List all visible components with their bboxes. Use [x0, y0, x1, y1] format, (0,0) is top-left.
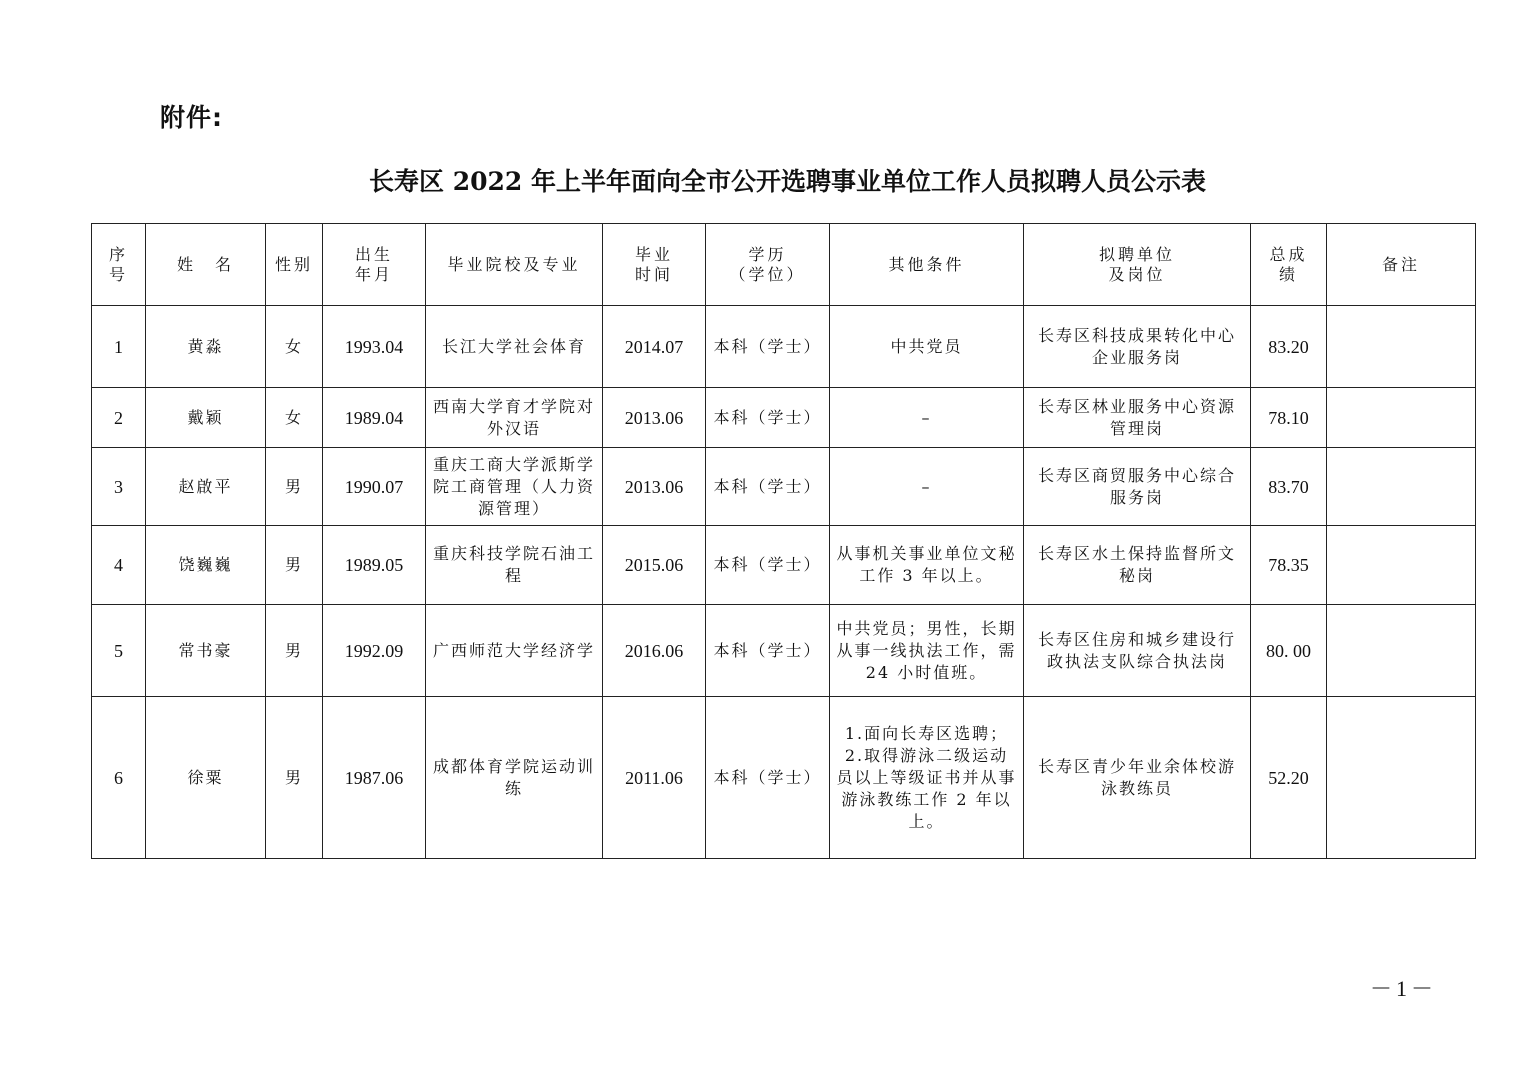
cell-score: 83.20 — [1251, 306, 1327, 388]
page-title: 长寿区 2022 年上半年面向全市公开选聘事业单位工作人员拟聘人员公示表 — [369, 167, 1206, 196]
cell-remark — [1327, 306, 1476, 388]
cell-score: 78.35 — [1251, 526, 1327, 605]
cell-remark — [1327, 605, 1476, 697]
cell-grad-time: 2011.06 — [603, 697, 706, 859]
header-index: 序 号 — [92, 224, 146, 306]
header-degree: 学历 （学位） — [706, 224, 830, 306]
cell-degree: 本科（学士） — [706, 306, 830, 388]
cell-birth: 1993.04 — [323, 306, 426, 388]
cell-gender: 男 — [266, 697, 323, 859]
header-grad-time: 毕业 时间 — [603, 224, 706, 306]
cell-score: 80. 00 — [1251, 605, 1327, 697]
cell-school: 重庆工商大学派斯学院工商管理（人力资源管理） — [426, 448, 603, 526]
cell-position: 长寿区林业服务中心资源管理岗 — [1024, 388, 1251, 448]
cell-name: 饶巍巍 — [146, 526, 266, 605]
table-header-row — [92, 224, 1476, 306]
table-row — [92, 526, 1476, 605]
cell-school: 广西师范大学经济学 — [426, 605, 603, 697]
candidate-table — [91, 223, 1476, 859]
cell-gender: 男 — [266, 526, 323, 605]
cell-grad-time: 2013.06 — [603, 388, 706, 448]
header-position: 拟聘单位 及岗位 — [1024, 224, 1251, 306]
cell-score: 78.10 — [1251, 388, 1327, 448]
table-row — [92, 306, 1476, 388]
cell-name: 赵啟平 — [146, 448, 266, 526]
cell-conditions: – — [830, 448, 1024, 526]
cell-position: 长寿区科技成果转化中心企业服务岗 — [1024, 306, 1251, 388]
cell-birth: 1987.06 — [323, 697, 426, 859]
cell-position: 长寿区住房和城乡建设行政执法支队综合执法岗 — [1024, 605, 1251, 697]
cell-conditions: 中共党员；男性，长期从事一线执法工作，需 24 小时值班。 — [830, 605, 1024, 697]
cell-conditions: – — [830, 388, 1024, 448]
table-row — [92, 605, 1476, 697]
cell-grad-time: 2016.06 — [603, 605, 706, 697]
cell-school: 重庆科技学院石油工程 — [426, 526, 603, 605]
cell-position: 长寿区青少年业余体校游泳教练员 — [1024, 697, 1251, 859]
header-birth: 出生 年月 — [323, 224, 426, 306]
cell-degree: 本科（学士） — [706, 448, 830, 526]
cell-name: 戴颖 — [146, 388, 266, 448]
cell-remark — [1327, 697, 1476, 859]
cell-remark — [1327, 448, 1476, 526]
table-row — [92, 697, 1476, 859]
cell-birth: 1989.04 — [323, 388, 426, 448]
cell-degree: 本科（学士） — [706, 605, 830, 697]
cell-conditions: 1.面向长寿区选聘；2.取得游泳二级运动员以上等级证书并从事游泳教练工作 2 年以上。 — [830, 697, 1024, 859]
cell-name: 徐粟 — [146, 697, 266, 859]
cell-index: 5 — [92, 605, 146, 697]
cell-grad-time: 2013.06 — [603, 448, 706, 526]
header-remark: 备注 — [1327, 224, 1476, 306]
cell-degree: 本科（学士） — [706, 526, 830, 605]
header-conditions: 其他条件 — [830, 224, 1024, 306]
cell-conditions: 中共党员 — [830, 306, 1024, 388]
cell-grad-time: 2014.07 — [603, 306, 706, 388]
cell-degree: 本科（学士） — [706, 388, 830, 448]
cell-gender: 女 — [266, 388, 323, 448]
header-score: 总成 绩 — [1251, 224, 1327, 306]
cell-name: 黄淼 — [146, 306, 266, 388]
cell-gender: 男 — [266, 448, 323, 526]
cell-school: 西南大学育才学院对外汉语 — [426, 388, 603, 448]
cell-school: 长江大学社会体育 — [426, 306, 603, 388]
cell-gender: 女 — [266, 306, 323, 388]
cell-remark — [1327, 388, 1476, 448]
header-gender: 性别 — [266, 224, 323, 306]
table-row — [92, 388, 1476, 448]
cell-birth: 1989.05 — [323, 526, 426, 605]
cell-remark — [1327, 526, 1476, 605]
cell-index: 6 — [92, 697, 146, 859]
header-school: 毕业院校及专业 — [426, 224, 603, 306]
cell-conditions: 从事机关事业单位文秘工作 3 年以上。 — [830, 526, 1024, 605]
cell-position: 长寿区商贸服务中心综合服务岗 — [1024, 448, 1251, 526]
page-number: －1－ — [1370, 976, 1438, 1001]
cell-index: 1 — [92, 306, 146, 388]
cell-gender: 男 — [266, 605, 323, 697]
attachment-label: 附件: — [160, 103, 223, 132]
cell-score: 52.20 — [1251, 697, 1327, 859]
cell-birth: 1990.07 — [323, 448, 426, 526]
cell-score: 83.70 — [1251, 448, 1327, 526]
table-row — [92, 448, 1476, 526]
header-name: 姓 名 — [146, 224, 266, 306]
cell-school: 成都体育学院运动训练 — [426, 697, 603, 859]
cell-degree: 本科（学士） — [706, 697, 830, 859]
cell-index: 2 — [92, 388, 146, 448]
cell-index: 4 — [92, 526, 146, 605]
cell-index: 3 — [92, 448, 146, 526]
cell-grad-time: 2015.06 — [603, 526, 706, 605]
cell-birth: 1992.09 — [323, 605, 426, 697]
cell-name: 常书豪 — [146, 605, 266, 697]
cell-position: 长寿区水土保持监督所文秘岗 — [1024, 526, 1251, 605]
